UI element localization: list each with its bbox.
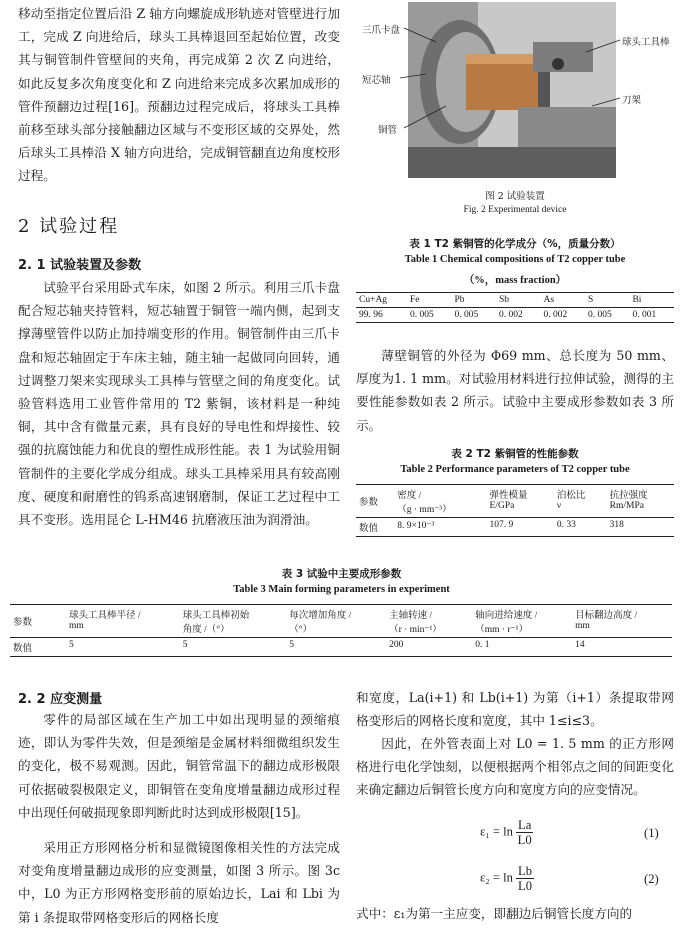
header-line: ν <box>556 501 562 511</box>
table-3 <box>10 604 672 657</box>
table-3-caption-en: Table 3 Main forming parameters in experiment <box>233 584 450 595</box>
table-cell: 5 <box>182 640 188 650</box>
table-cell: 0. 33 <box>556 520 576 530</box>
header-line: 主轴转速 / <box>389 611 433 621</box>
table-row <box>356 308 674 323</box>
table-header <box>572 605 672 638</box>
table-header: Fe <box>409 295 420 305</box>
subsection-title-2-1: 2. 1 试验装置及参数 <box>18 258 142 273</box>
table-cell: 0. 005 <box>454 310 479 320</box>
label-tool-bar: 球头工具棒 <box>622 37 670 48</box>
header-line: 角度 /（°） <box>182 625 230 635</box>
table-row <box>356 293 674 308</box>
table-1 <box>356 292 674 323</box>
table-header <box>472 605 572 638</box>
table-header <box>607 485 674 518</box>
label-leader-lines <box>356 2 674 180</box>
header-line: mm <box>69 621 84 631</box>
table-header <box>180 605 286 638</box>
table-cell: 0. 002 <box>498 310 523 320</box>
table-header: As <box>543 295 555 305</box>
strain-measurement-paragraph-2: 采用正方形网格分析和显微镜图像相关性的方法完成对变角度增量翻边成形的应变测量，如图 3 所示。图 3c 中，L0 为正方形网格变形前的原始边长，Lai 和 Lbi 为第 i 条提取带网格变形后的网格长度 <box>18 840 340 925</box>
equation-numerator: La <box>518 818 532 832</box>
table-2-caption-zh: 表 2 T2 紫铜管的性能参数 <box>451 448 579 460</box>
equation-numerator: Lb <box>518 864 533 878</box>
header-line: （°） <box>289 625 313 635</box>
table-header: S <box>587 295 594 305</box>
table-header: Pb <box>454 295 465 305</box>
table-cell: 200 <box>389 640 404 650</box>
label-chuck: 三爪卡盘 <box>362 25 401 36</box>
subsection-title-2-2: 2. 2 应变测量 <box>18 692 103 707</box>
equation-denominator: L0 <box>518 879 533 893</box>
header-line: （mm · r⁻¹） <box>475 625 528 635</box>
table-header <box>554 485 607 518</box>
equation-denominator: L0 <box>517 833 532 847</box>
table-cell: 0. 001 <box>632 310 657 320</box>
header-line: 弹性模量 <box>489 491 528 501</box>
table-2-caption-en: Table 2 Performance parameters of T2 copper tube <box>400 464 630 475</box>
header-line: 每次增加角度 / <box>289 611 352 621</box>
table-header: 参数 <box>359 498 379 508</box>
table-cell: 0. 005 <box>409 310 434 320</box>
table-2 <box>356 484 674 537</box>
table-cell: 数值 <box>13 644 33 654</box>
table-header: Bi <box>632 295 642 305</box>
where-clause: 式中：ε₁为第一主应变，即翻边后铜管长度方向的 <box>356 906 633 921</box>
header-line: 密度 / <box>397 491 422 501</box>
table-header: 参数 <box>13 618 33 628</box>
figure-2-caption-zh: 图 2 试验装置 <box>485 191 545 202</box>
table-row <box>10 605 672 638</box>
table-1-caption-zh: 表 1 T2 紫铜管的化学成分（%，质量分数） <box>409 238 621 250</box>
header-line: 球头工具棒初始 <box>182 611 250 621</box>
label-mandrel: 短芯轴 <box>362 75 391 86</box>
table-header <box>394 485 486 518</box>
table-row <box>356 485 674 518</box>
table-cell: 99. 96 <box>359 310 383 320</box>
table-cell: 8. 9×10⁻³ <box>397 521 435 531</box>
header-line: （r · min⁻¹） <box>389 625 442 635</box>
figure-2-caption-en: Fig. 2 Experimental device <box>463 205 567 215</box>
header-line: Rm/MPa <box>609 501 644 511</box>
label-tool-holder: 刀架 <box>622 95 642 106</box>
table-header: Cu+Ag <box>359 295 388 305</box>
equation-2-number: (2) <box>644 872 659 886</box>
table-1-caption-en-unit: （%，mass fraction） <box>463 275 567 286</box>
header-line: 球头工具棒半径 / <box>69 611 141 621</box>
table-cell: 0. 1 <box>475 640 490 650</box>
equation-1-number: (1) <box>644 826 659 840</box>
table-3-caption-zh: 表 3 试验中主要成形参数 <box>281 568 402 580</box>
header-line: 抗拉强度 <box>609 491 648 501</box>
header-line: 目标翻边高度 / <box>575 611 638 621</box>
table-1-caption-en: Table 1 Chemical compositions of T2 copper tube <box>404 254 626 265</box>
equation-2 <box>480 864 534 893</box>
intro-paragraph: 移动至指定位置后沿 Z 轴方向螺旋成形轨迹对管壁进行加工，完成 Z 向进给后，球头工具棒退回至起始位置，改变其与铜管制件管壁间的夹角，再完成第 2 次 Z 向进给，如此反复多次角度变化和 Z 向进给来完成多次累加成形的管件预翻边过程[16]。预翻边过程完成后，将球头工具棒前移至球头部分接触翻边区域与不变形区域的交界处，然后球头工具棒沿 X 轴方向进给，完成铜管翻直边角度校形过程。 <box>18 6 340 184</box>
equation-fraction <box>516 864 534 893</box>
table-header <box>66 605 180 638</box>
table-header <box>386 605 472 638</box>
table-cell: 318 <box>609 520 624 530</box>
test-setup-paragraph: 试验平台采用卧式车床，如图 2 所示。利用三爪卡盘配合短芯轴夹持管料，短芯轴置于铜管一端内侧，起到支撑薄壁管件以防止加持端变形的作用。铜管制件由三爪卡盘和短芯轴固定于车床主轴，随主轴一起做同向回转，通过调整刀架来实现球头工具棒与管壁之间的角度变化。试验管料选用工业管件常用的 T2 紫铜，该材料是一种纯铜，其中含有微量元素，具有良好的导电性和焊接性、较强的抗腐蚀能力和优良的塑性成形性能。表 1 为试验用铜管制件的主要化学成分组成。球头工具棒采用具有较高刚度、硬度和耐磨性的钨系高速钢磨制，保证工艺过程中工具不变形。选用昆仑 L-HM46 抗磨液压油为润滑油。 <box>18 280 340 528</box>
table-header: Sb <box>498 295 509 305</box>
header-line: 泊松比 <box>556 491 586 501</box>
header-line: 轴向进给速度 / <box>475 611 538 621</box>
equation-lhs: ε₁ = ln <box>480 824 513 839</box>
table-cell: 0. 002 <box>543 310 568 320</box>
figure-2 <box>356 2 674 180</box>
table-cell: 5 <box>69 640 74 650</box>
material-paragraph: 薄壁铜管的外径为 Φ69 mm、总长度为 50 mm、厚度为1. 1 mm。对试验用材料进行拉伸试验，测得的主要性能参数如表 2 所示。试验中主要成形参数如表 3 所示。 <box>356 348 674 433</box>
table-header <box>286 605 386 638</box>
table-cell: 5 <box>289 640 294 650</box>
label-copper-tube: 铜管 <box>378 125 398 136</box>
table-cell: 0. 005 <box>587 310 612 320</box>
header-line: mm <box>575 621 590 631</box>
table-row <box>356 518 674 537</box>
equation-1 <box>480 818 533 847</box>
grid-paragraph-2: 因此，在外管表面上对 L0 = 1. 5 mm 的正方形网格进行电化学蚀刻，以便根据两个相邻点之间的间距变化来确定翻边后铜管长度方向和宽度方向的应变情况。 <box>356 736 674 798</box>
equation-lhs: ε₂ = ln <box>480 870 513 885</box>
grid-paragraph-1: 和宽度，La(i+1) 和 Lb(i+1) 为第（i+1）条提取带网格变形后的网格长度和宽度，其中 1≤i≤3。 <box>356 690 674 729</box>
header-line: （g · mm⁻³） <box>397 505 452 515</box>
strain-measurement-paragraph-1: 零件的局部区域在生产加工中如出现明显的颈缩痕迹，即认为零件失效，但是颈缩是金属材料细微组织发生的变化，极不易观测。因此，铜管常温下的翻边成形极限可依据破裂极限定义，即铜管在变角度增量翻边成形过程中出现任何破损现象即判断此时达到成形极限[15]。 <box>18 712 340 820</box>
table-cell: 107. 9 <box>489 520 514 530</box>
table-cell: 数值 <box>359 524 379 534</box>
table-cell: 14 <box>575 640 585 650</box>
equation-fraction <box>516 818 533 847</box>
table-row <box>10 638 672 657</box>
table-header <box>487 485 554 518</box>
section-title: 2 试验过程 <box>18 216 120 237</box>
header-line: E/GPa <box>489 501 515 511</box>
